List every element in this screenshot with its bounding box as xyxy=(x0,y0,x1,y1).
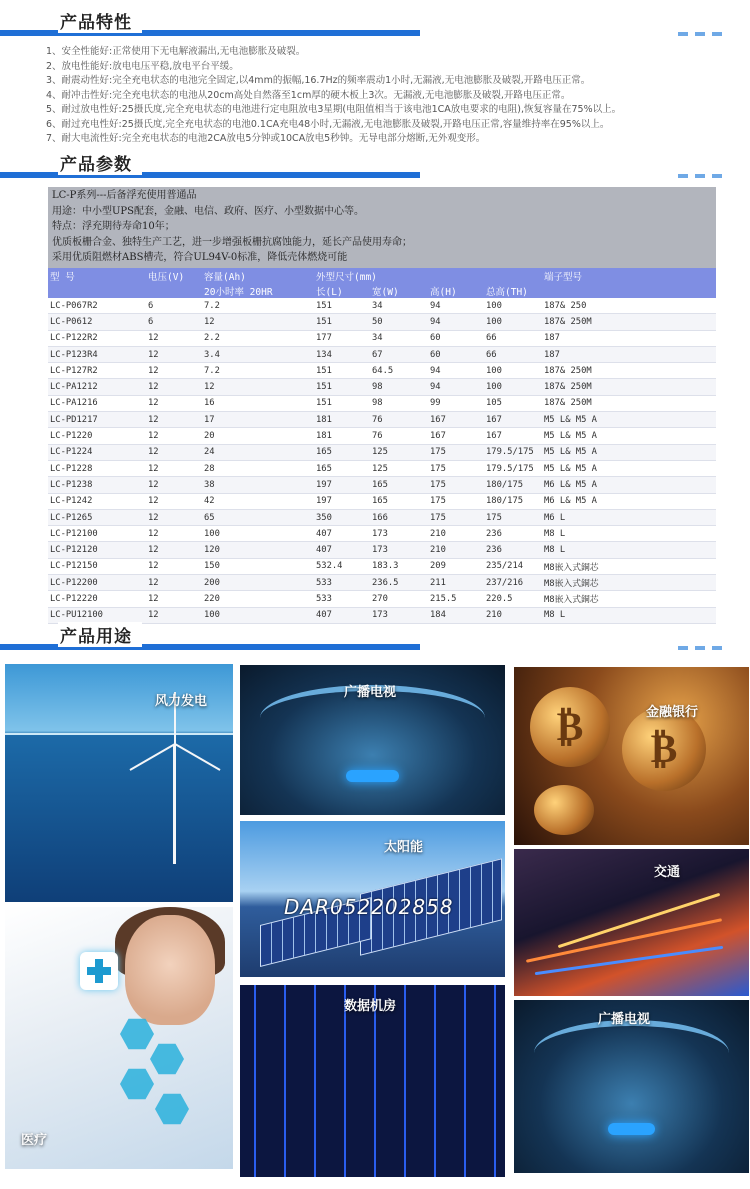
table-cell: 12 xyxy=(146,575,202,591)
table-cell: 16 xyxy=(202,395,314,411)
model-cell: LC-P123R4 xyxy=(48,346,146,362)
table-cell: 350 xyxy=(314,509,370,525)
table-cell: 50 xyxy=(370,314,428,330)
table-cell: 187& 250M xyxy=(542,395,716,411)
feature-item: 5、耐过放电性好:25摄氏度,完全充电状态的电池进行定电阻放电3星期(电阻值相当于该电池1CA放电要求的电阻),恢复容量在75%以上。 xyxy=(46,104,622,115)
table-cell: 220 xyxy=(202,591,314,607)
bank-caption: 金融银行 xyxy=(646,705,699,720)
table-cell: 180/175 xyxy=(484,493,542,509)
solar-caption: 太阳能 xyxy=(384,840,424,855)
solar-image xyxy=(240,821,505,977)
table-cell: 12 xyxy=(146,412,202,428)
table-cell: M8嵌入式銅芯 xyxy=(542,575,716,591)
table-row xyxy=(48,412,716,428)
table-cell: 12 xyxy=(202,379,314,395)
table-row xyxy=(48,460,716,476)
traffic-caption: 交通 xyxy=(654,865,681,880)
table-cell: 65 xyxy=(202,509,314,525)
params-title: 产品参数 xyxy=(58,150,142,175)
spec-intro-line: 优质板栅合金、独特生产工艺，进一步增强板栅抗腐蚀能力，延长产品使用寿命； xyxy=(52,236,412,248)
table-cell: M5 L& M5 A xyxy=(542,460,716,476)
model-cell: LC-P1228 xyxy=(48,460,146,476)
table-cell: 12 xyxy=(146,395,202,411)
table-cell: 215.5 xyxy=(428,591,484,607)
table-cell: 181 xyxy=(314,412,370,428)
table-cell: 533 xyxy=(314,575,370,591)
wind-caption: 风力发电 xyxy=(155,694,208,709)
table-cell: M5 L& M5 A xyxy=(542,412,716,428)
table-cell: 236.5 xyxy=(370,575,428,591)
model-cell: LC-PU12100 xyxy=(48,607,146,623)
table-cell: 100 xyxy=(484,314,542,330)
table-cell: 173 xyxy=(370,607,428,623)
model-cell: LC-P0612 xyxy=(48,314,146,330)
table-cell: 38 xyxy=(202,477,314,493)
table-cell: 125 xyxy=(370,460,428,476)
table-row xyxy=(48,379,716,395)
feature-item: 4、耐冲击性好:完全充电状态的电池从20cm高处自然落至1cm厚的硬木板上3次。无漏液,无电池膨胀及破裂,开路电压正常。 xyxy=(46,89,571,101)
traffic-image xyxy=(514,849,749,996)
table-cell: 120 xyxy=(202,542,314,558)
table-cell: 134 xyxy=(314,346,370,362)
table-cell: 166 xyxy=(370,509,428,525)
table-cell: 180/175 xyxy=(484,477,542,493)
table-cell: 167 xyxy=(428,412,484,428)
table-cell: 220.5 xyxy=(484,591,542,607)
table-cell: 151 xyxy=(314,363,370,379)
table-cell: 407 xyxy=(314,526,370,542)
person-image xyxy=(125,915,215,1025)
model-cell: LC-P1224 xyxy=(48,444,146,460)
table-row xyxy=(48,346,716,362)
table-cell: 99 xyxy=(428,395,484,411)
table-cell: 12 xyxy=(146,363,202,379)
params-section-header xyxy=(0,150,750,180)
table-row xyxy=(48,575,716,591)
table-cell: 184 xyxy=(428,607,484,623)
table-cell: M5 L& M5 A xyxy=(542,444,716,460)
table-cell: 210 xyxy=(428,542,484,558)
spec-intro-line: 特点：浮充期待寿命10年； xyxy=(52,221,175,232)
bank-image xyxy=(514,667,749,845)
table-row xyxy=(48,314,716,330)
model-cell: LC-P1220 xyxy=(48,428,146,444)
uses-gallery xyxy=(0,660,750,1189)
col-header: 外型尺寸(mm) xyxy=(314,268,542,283)
table-cell: 66 xyxy=(484,346,542,362)
table-row xyxy=(48,542,716,558)
table-cell: 12 xyxy=(146,444,202,460)
table-cell: 167 xyxy=(484,412,542,428)
medical-image xyxy=(5,907,233,1169)
table-row xyxy=(48,363,716,379)
table-cell: 76 xyxy=(370,428,428,444)
model-cell: LC-P12100 xyxy=(48,526,146,542)
table-cell: 66 xyxy=(484,330,542,346)
table-cell: 270 xyxy=(370,591,428,607)
table-cell: 60 xyxy=(428,346,484,362)
table-cell: 12 xyxy=(146,477,202,493)
table-cell: M8 L xyxy=(542,542,716,558)
table-cell: 12 xyxy=(146,526,202,542)
col-header: 高(H) xyxy=(428,283,484,298)
table-cell: 175 xyxy=(484,509,542,525)
table-cell: 12 xyxy=(146,607,202,623)
table-row xyxy=(48,509,716,525)
table-cell: 100 xyxy=(484,363,542,379)
table-cell: 105 xyxy=(484,395,542,411)
table-cell: 179.5/175 xyxy=(484,444,542,460)
table-row xyxy=(48,477,716,493)
table-cell: 175 xyxy=(428,444,484,460)
table-cell: 183.3 xyxy=(370,558,428,574)
broadcast-caption: 广播电视 xyxy=(344,685,397,700)
table-cell: M6 L& M5 A xyxy=(542,477,716,493)
table-cell: 94 xyxy=(428,363,484,379)
table-cell: 210 xyxy=(428,526,484,542)
table-cell: 12 xyxy=(146,330,202,346)
table-cell: 165 xyxy=(370,493,428,509)
table-cell: 6 xyxy=(146,314,202,330)
bitcoin-icon: ₿ xyxy=(622,707,706,791)
medical-caption: 医疗 xyxy=(21,1133,48,1148)
table-cell: 12 xyxy=(146,493,202,509)
table-cell: 7.2 xyxy=(202,363,314,379)
table-cell: 100 xyxy=(484,298,542,314)
table-cell: 187 xyxy=(542,330,716,346)
table-cell: 167 xyxy=(484,428,542,444)
medical-cross-icon xyxy=(80,952,118,990)
table-cell: 150 xyxy=(202,558,314,574)
spec-intro-line: 采用优质阻燃材ABS槽壳，符合UL94V-0标准，降低壳体燃烧可能 xyxy=(52,252,348,263)
table-header-row xyxy=(48,268,716,283)
table-cell: 24 xyxy=(202,444,314,460)
table-cell: 407 xyxy=(314,607,370,623)
spec-intro-line: LC-P系列---后备浮充使用普通品 xyxy=(52,190,197,201)
col-header: 型 号 xyxy=(48,268,146,283)
table-cell: 60 xyxy=(428,330,484,346)
table-cell: 533 xyxy=(314,591,370,607)
table-cell: 407 xyxy=(314,542,370,558)
model-cell: LC-P12150 xyxy=(48,558,146,574)
table-cell: 532.4 xyxy=(314,558,370,574)
table-cell: 151 xyxy=(314,298,370,314)
col-header: 端子型号 xyxy=(542,268,716,283)
model-cell: LC-P12200 xyxy=(48,575,146,591)
table-cell: 236 xyxy=(484,542,542,558)
table-row xyxy=(48,298,716,314)
table-row xyxy=(48,493,716,509)
table-cell: 42 xyxy=(202,493,314,509)
table-cell: 64.5 xyxy=(370,363,428,379)
feature-item: 7、耐大电流性好:完全充电状态的电池2CA放电5分钟或10CA放电5秒钟。无导电部分熔断,无外观变形。 xyxy=(46,133,486,144)
features-title: 产品特性 xyxy=(58,8,142,33)
feature-item: 6、耐过充电性好:25摄氏度,完全充电状态的电池0.1CA充电48小时,无漏液,无电池膨胀及破裂,开路电压正常,容量维持率在95%以上。 xyxy=(46,118,610,130)
model-cell: LC-P127R2 xyxy=(48,363,146,379)
col-header: 容量(Ah) xyxy=(202,268,314,283)
feature-item: 1、安全性能好:正常使用下无电解液漏出,无电池膨胀及破裂。 xyxy=(46,46,306,57)
model-cell: LC-PD1217 xyxy=(48,412,146,428)
table-cell: 179.5/175 xyxy=(484,460,542,476)
table-cell: 6 xyxy=(146,298,202,314)
table-cell: 100 xyxy=(484,379,542,395)
table-cell: 175 xyxy=(428,509,484,525)
table-cell: 12 xyxy=(146,591,202,607)
table-row xyxy=(48,330,716,346)
watermark: DAR052202858 xyxy=(284,895,454,919)
table-cell: 12 xyxy=(146,346,202,362)
table-row xyxy=(48,591,716,607)
bitcoin-icon: ₿ xyxy=(530,687,610,767)
table-cell: 173 xyxy=(370,526,428,542)
uses-title: 产品用途 xyxy=(58,622,142,647)
broadcast2-caption: 广播电视 xyxy=(598,1012,651,1027)
table-cell: 7.2 xyxy=(202,298,314,314)
table-cell: 175 xyxy=(428,460,484,476)
table-cell: 165 xyxy=(314,460,370,476)
table-cell: 187& 250 xyxy=(542,298,716,314)
table-cell: 187& 250M xyxy=(542,363,716,379)
model-cell: LC-PA1212 xyxy=(48,379,146,395)
table-cell: 165 xyxy=(370,477,428,493)
broadcast-image-2 xyxy=(514,1000,749,1173)
section-dashes xyxy=(678,174,722,178)
table-cell: 165 xyxy=(314,444,370,460)
table-row xyxy=(48,607,716,623)
table-cell: 94 xyxy=(428,379,484,395)
table-cell: 76 xyxy=(370,412,428,428)
table-cell: 200 xyxy=(202,575,314,591)
col-header: 长(L) xyxy=(314,283,370,298)
spec-intro xyxy=(48,187,716,268)
model-cell: LC-P122R2 xyxy=(48,330,146,346)
table-header-row xyxy=(48,283,716,298)
features-list xyxy=(46,45,736,147)
table-cell: M6 L xyxy=(542,509,716,525)
table-cell: 2.2 xyxy=(202,330,314,346)
model-cell: LC-P1265 xyxy=(48,509,146,525)
col-header: 电压(V) xyxy=(146,268,202,283)
table-row xyxy=(48,444,716,460)
table-row xyxy=(48,558,716,574)
table-cell: 151 xyxy=(314,379,370,395)
table-cell: M8 L xyxy=(542,607,716,623)
table-cell: 94 xyxy=(428,298,484,314)
feature-item: 3、耐震动性好:完全充电状态的电池完全固定,以4mm的振幅,16.7Hz的频率震动1小时,无漏液,无电池膨胀及破裂,开路电压正常。 xyxy=(46,75,591,86)
table-cell: 100 xyxy=(202,607,314,623)
model-cell: LC-P067R2 xyxy=(48,298,146,314)
table-cell: 187& 250M xyxy=(542,314,716,330)
table-cell: 181 xyxy=(314,428,370,444)
table-cell: 125 xyxy=(370,444,428,460)
col-header: 20小时率 20HR xyxy=(202,283,314,298)
table-cell: M8嵌入式銅芯 xyxy=(542,591,716,607)
table-cell: 34 xyxy=(370,330,428,346)
table-cell: 12 xyxy=(146,542,202,558)
section-dashes xyxy=(678,32,722,36)
table-cell: 151 xyxy=(314,314,370,330)
table-cell: 197 xyxy=(314,477,370,493)
table-cell: 100 xyxy=(202,526,314,542)
spec-table-block xyxy=(48,187,716,624)
table-cell: 67 xyxy=(370,346,428,362)
table-cell: 175 xyxy=(428,477,484,493)
features-section-header xyxy=(0,8,750,38)
model-cell: LC-P12120 xyxy=(48,542,146,558)
table-cell: 94 xyxy=(428,314,484,330)
table-cell: M5 L& M5 A xyxy=(542,428,716,444)
table-cell: 12 xyxy=(146,558,202,574)
feature-item: 2、放电性能好:放电电压平稳,放电平台平缓。 xyxy=(46,60,239,72)
table-cell: M8 L xyxy=(542,526,716,542)
table-cell: 167 xyxy=(428,428,484,444)
table-row xyxy=(48,428,716,444)
model-cell: LC-P1238 xyxy=(48,477,146,493)
table-cell: 173 xyxy=(370,542,428,558)
table-cell: 98 xyxy=(370,379,428,395)
table-cell: 175 xyxy=(428,493,484,509)
model-cell: LC-P1242 xyxy=(48,493,146,509)
section-dashes xyxy=(678,646,722,650)
table-cell: 209 xyxy=(428,558,484,574)
table-cell: 98 xyxy=(370,395,428,411)
table-cell: 20 xyxy=(202,428,314,444)
table-cell: 210 xyxy=(484,607,542,623)
col-header: 宽(W) xyxy=(370,283,428,298)
table-cell: M6 L& M5 A xyxy=(542,493,716,509)
table-cell: M8嵌入式銅芯 xyxy=(542,558,716,574)
table-cell: 236 xyxy=(484,526,542,542)
table-cell: 151 xyxy=(314,395,370,411)
table-cell: 3.4 xyxy=(202,346,314,362)
table-cell: 211 xyxy=(428,575,484,591)
spec-table xyxy=(48,268,716,624)
uses-section-header xyxy=(0,622,750,652)
table-cell: 12 xyxy=(146,428,202,444)
table-cell: 187& 250M xyxy=(542,379,716,395)
table-cell: 235/214 xyxy=(484,558,542,574)
table-cell: 197 xyxy=(314,493,370,509)
table-cell: 187 xyxy=(542,346,716,362)
table-cell: 12 xyxy=(146,379,202,395)
table-body xyxy=(48,298,716,623)
table-cell: 34 xyxy=(370,298,428,314)
table-cell: 12 xyxy=(146,509,202,525)
datacenter-image xyxy=(240,985,505,1177)
table-cell: 12 xyxy=(146,460,202,476)
table-row xyxy=(48,526,716,542)
col-header: 总高(TH) xyxy=(484,283,542,298)
spec-intro-line: 用途：中小型UPS配套，金融、电信、政府、医疗、小型数据中心等。 xyxy=(52,205,365,217)
table-cell: 28 xyxy=(202,460,314,476)
table-cell: 177 xyxy=(314,330,370,346)
model-cell: LC-P12220 xyxy=(48,591,146,607)
table-row xyxy=(48,395,716,411)
table-cell: 237/216 xyxy=(484,575,542,591)
datacenter-caption: 数据机房 xyxy=(344,999,397,1014)
wind-power-image xyxy=(5,664,233,902)
broadcast-image xyxy=(240,665,505,815)
coin-stack-icon xyxy=(534,785,594,835)
table-cell: 17 xyxy=(202,412,314,428)
model-cell: LC-PA1216 xyxy=(48,395,146,411)
table-cell: 12 xyxy=(202,314,314,330)
